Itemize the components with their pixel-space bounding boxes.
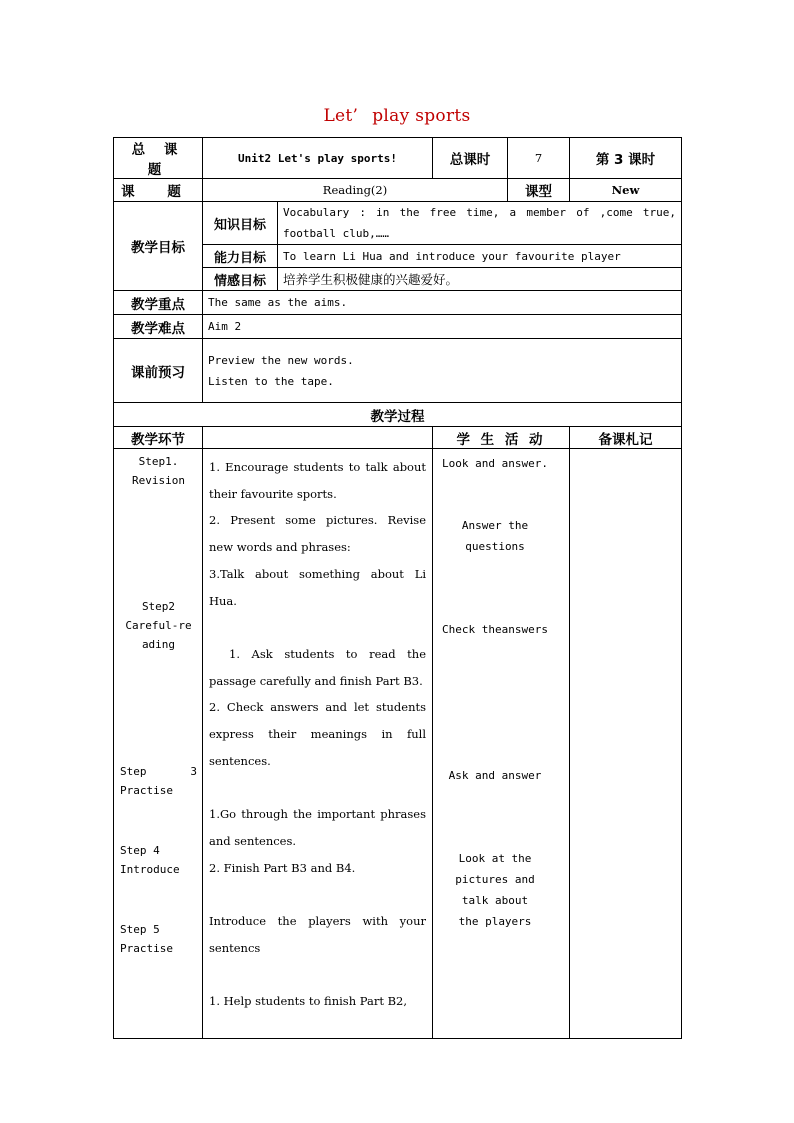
total-topic-value: Unit2 Let's play sports! xyxy=(203,138,433,179)
difficulty-row xyxy=(114,315,682,339)
student-activity-2: Answer the questions xyxy=(461,519,529,553)
teacher-activity-7: 2. Finish Part B3 and B4. xyxy=(209,860,356,875)
student-column-header: 学 生 活 动 xyxy=(433,427,570,449)
objectives-label: 教学目标 xyxy=(114,202,203,291)
difficulty-text: Aim 2 xyxy=(203,315,682,339)
difficulty-label: 教学难点 xyxy=(114,315,203,339)
preview-line-1: Preview the new words. xyxy=(208,353,354,367)
total-hours-value: 7 xyxy=(508,138,570,179)
process-heading: 教学过程 xyxy=(114,403,682,427)
notes-column xyxy=(570,449,682,1039)
stage-column xyxy=(114,449,203,1039)
teacher-activity-3: 3.Talk about something about Li Hua. xyxy=(209,566,427,608)
notes-column-header: 备课札记 xyxy=(570,427,682,449)
header-row-2 xyxy=(114,179,682,202)
step-2: Step2 Careful-re ading xyxy=(125,600,192,651)
student-activity-5: Look at the pictures and talk about the players xyxy=(455,852,535,928)
preview-text xyxy=(203,339,682,403)
student-activity-4: Ask and answer xyxy=(448,769,542,782)
lesson-number: 第 3 课时 xyxy=(570,138,682,179)
teacher-activity-9: 1. Help students to finish Part B2, xyxy=(209,994,408,1009)
ability-label: 能力目标 xyxy=(203,245,278,268)
teacher-activity-1: 1. Encourage students to talk about their favourite sports. xyxy=(209,460,427,501)
key-point-text: The same as the aims. xyxy=(203,291,682,315)
key-point-row xyxy=(114,291,682,315)
student-activities xyxy=(433,449,570,1039)
preview-line-2: Listen to the tape. xyxy=(208,374,334,388)
total-hours-label: 总课时 xyxy=(433,138,508,179)
preview-label: 课前预习 xyxy=(114,339,203,403)
teacher-column-header xyxy=(203,427,433,449)
objective-knowledge-row xyxy=(114,202,682,245)
topic-value: Reading(2) xyxy=(203,179,508,202)
step-3: Step 3 Practise xyxy=(120,765,197,797)
lesson-plan-table xyxy=(113,137,682,1039)
step-5: Step 5 Practise xyxy=(120,923,173,955)
step-4: Step 4 Introduce xyxy=(120,844,180,876)
student-activity-1: Look and answer. xyxy=(442,457,548,470)
ability-text: To learn Li Hua and introduce your favourite player xyxy=(278,245,682,268)
teacher-activities xyxy=(203,449,433,1039)
topic-label: 课 题 xyxy=(114,179,203,202)
title-part-2: play sports xyxy=(372,106,471,126)
teacher-activity-8: Introduce the players with your sentencs xyxy=(209,913,427,955)
teacher-activity-5: 2. Check answers and let students express their meanings in full sentences. xyxy=(209,700,427,768)
knowledge-label: 知识目标 xyxy=(203,202,278,245)
emotion-label: 情感目标 xyxy=(203,268,278,291)
title-part-1: Let’ xyxy=(323,106,359,126)
stage-column-header: 教学环节 xyxy=(114,427,203,449)
step-1: Step1. Revision xyxy=(132,455,185,487)
teacher-activity-4: 1. Ask students to read the passage carefully and finish Part B3. xyxy=(209,646,427,688)
process-columns-row xyxy=(114,427,682,449)
teacher-activity-2: 2. Present some pictures. Revise new words and phrases: xyxy=(209,513,427,555)
header-row-1 xyxy=(114,138,682,179)
key-point-label: 教学重点 xyxy=(114,291,203,315)
student-activity-3: Check theanswers xyxy=(442,623,548,636)
type-label: 课型 xyxy=(508,179,570,202)
process-heading-row xyxy=(114,403,682,427)
teacher-activity-6: 1.Go through the important phrases and sentences. xyxy=(209,807,427,848)
knowledge-text: Vocabulary : in the free time, a member of ,come true, football club,…… xyxy=(278,202,682,245)
preview-row xyxy=(114,339,682,403)
emotion-text: 培养学生积极健康的兴趣爱好。 xyxy=(278,268,682,291)
process-body-row xyxy=(114,449,682,1039)
type-value: New xyxy=(570,179,682,202)
page-title xyxy=(0,106,794,126)
total-topic-label: 总 课 题 xyxy=(114,138,203,179)
